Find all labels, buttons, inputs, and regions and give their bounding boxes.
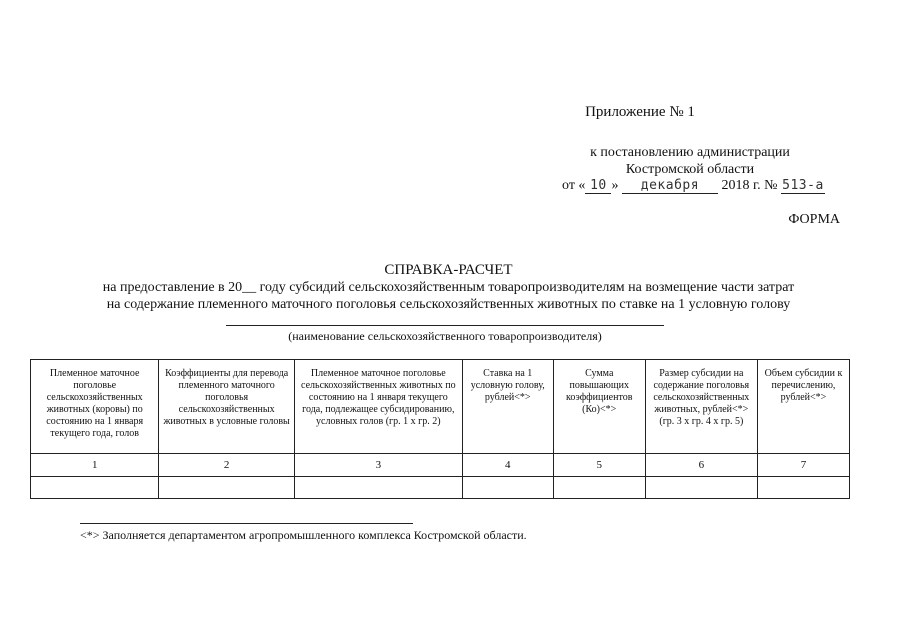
decree-number: 513-а: [782, 178, 824, 193]
column-number-7: 7: [757, 454, 849, 477]
decree-reference-line2: Костромской области: [625, 162, 755, 177]
data-cell-1[interactable]: [31, 477, 159, 499]
form-label: ФОРМА: [788, 212, 840, 227]
data-cell-6[interactable]: [645, 477, 757, 499]
decree-year: 2018 г. №: [721, 178, 778, 193]
footnote-divider: [80, 523, 413, 524]
document-subtitle-line1: на предоставление в 20__ году субсидий сельскохозяйственным товаропроизводителям на возмещение части затрат: [102, 280, 795, 295]
header-cell-2: Коэффициенты для перевода племенного маточного поголовья сельскохозяйственных животных в условные головы: [159, 360, 294, 454]
header-cell-3: Племенное маточное поголовье сельскохозяйственных животных по состоянию на 1 января текущего года, подлежащее субсидированию, условных голов (гр. 1 x гр. 2): [294, 360, 462, 454]
data-cell-3[interactable]: [294, 477, 462, 499]
calculation-table: [30, 359, 850, 499]
table-header-row: [31, 360, 850, 454]
decree-date-number: [562, 178, 882, 194]
header-cell-4: Ставка на 1 условную голову, рублей<*>: [462, 360, 553, 454]
appendix-label: Приложение № 1: [585, 104, 695, 120]
data-entry-row: [31, 477, 850, 499]
decree-mid: »: [611, 178, 619, 193]
producer-name-label: (наименование сельскохозяйственного товаропроизводителя): [288, 329, 602, 343]
column-number-3: 3: [294, 454, 462, 477]
decree-reference-line1: к постановлению администрации: [590, 145, 790, 160]
header-cell-1: Племенное маточное поголовье сельскохозяйственных животных (коровы) по состоянию на 1 января текущего года, голов: [31, 360, 159, 454]
column-number-row: [31, 454, 850, 477]
column-number-1: 1: [31, 454, 159, 477]
data-cell-7[interactable]: [757, 477, 849, 499]
header-cell-6: Размер субсидии на содержание поголовья сельскохозяйственных животных, рублей<*> (гр. 3 x гр. 4 x гр. 5): [645, 360, 757, 454]
decree-day: 10: [585, 179, 611, 194]
document-subtitle-line2: на содержание племенного маточного поголовья сельскохозяйственных животных по ставке на 1 условную голову: [106, 297, 791, 312]
data-cell-5[interactable]: [553, 477, 645, 499]
column-number-2: 2: [159, 454, 294, 477]
data-cell-2[interactable]: [159, 477, 294, 499]
column-number-5: 5: [553, 454, 645, 477]
header-cell-5: Сумма повышающих коэффициентов (Ко)<*>: [553, 360, 645, 454]
decree-month: декабря: [622, 179, 718, 194]
decree-prefix: от «: [562, 178, 586, 193]
document-title: СПРАВКА-РАСЧЕТ: [384, 262, 513, 278]
column-number-6: 6: [645, 454, 757, 477]
column-number-4: 4: [462, 454, 553, 477]
producer-name-field[interactable]: [226, 325, 664, 326]
header-cell-7: Объем субсидии к перечислению, рублей<*>: [757, 360, 849, 454]
data-cell-4[interactable]: [462, 477, 553, 499]
footnote-text: <*> Заполняется департаментом агропромышленного комплекса Костромской области.: [80, 528, 527, 542]
